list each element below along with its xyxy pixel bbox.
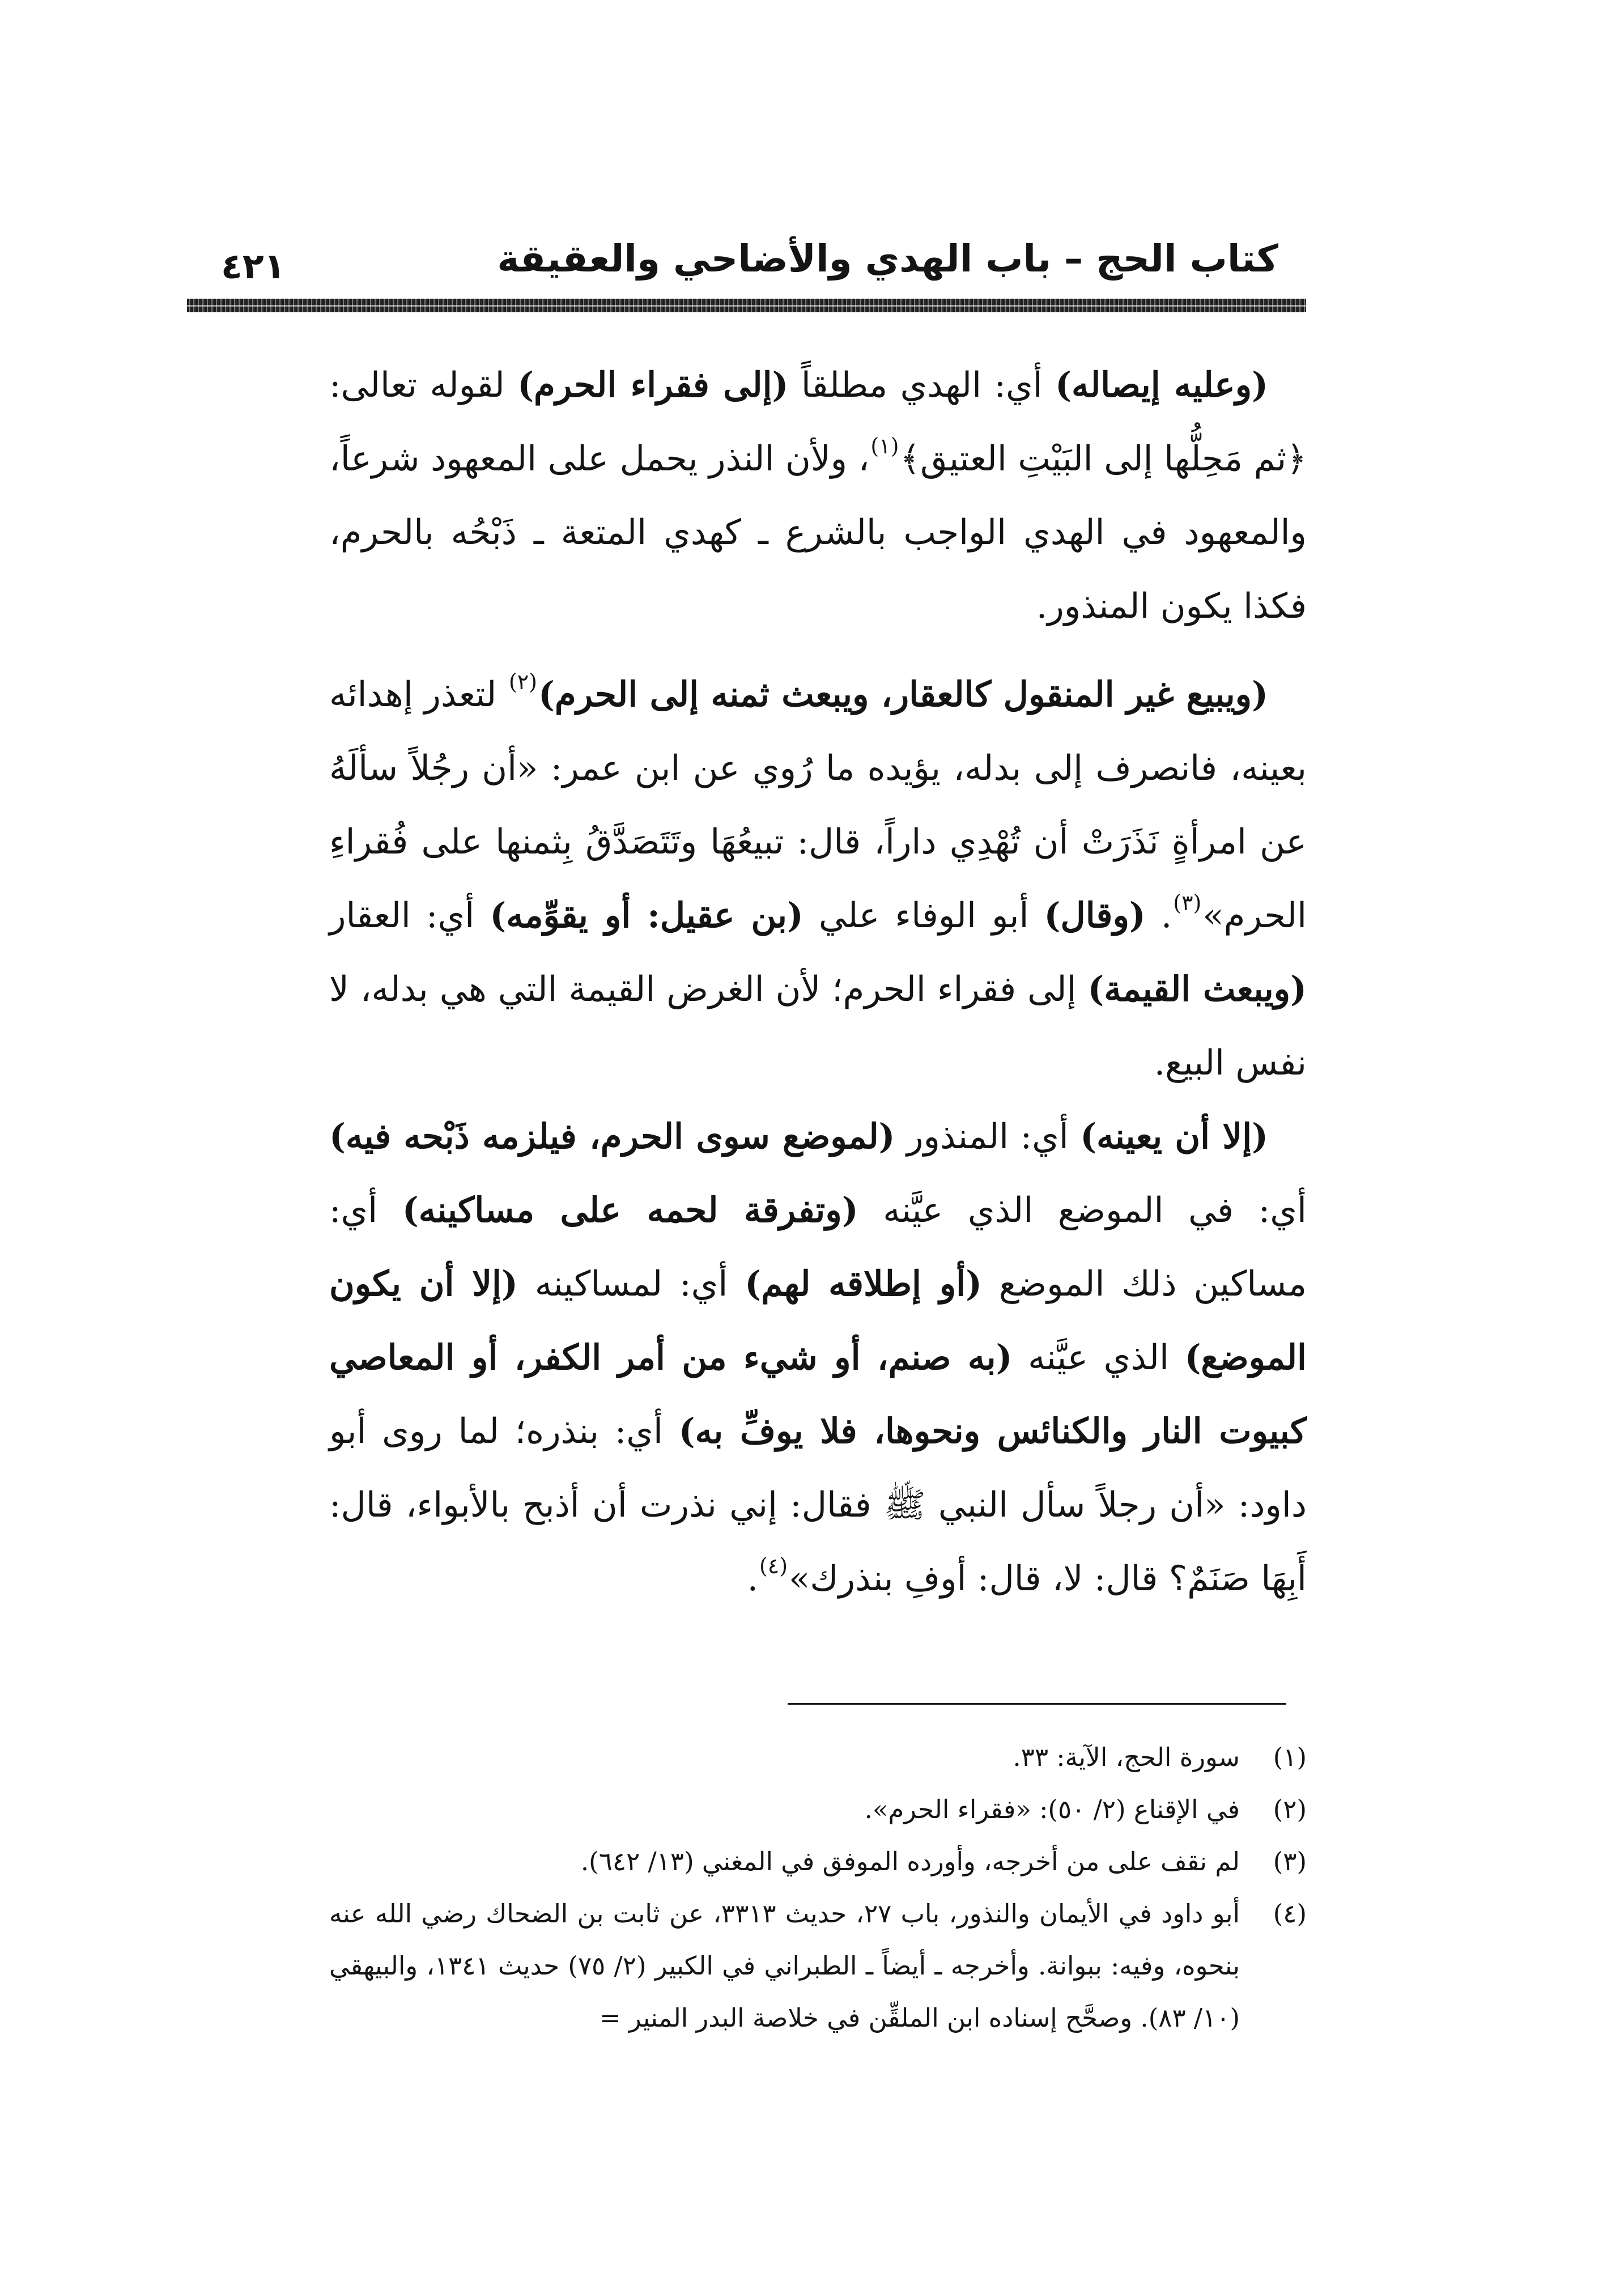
sharh-span: أي: المنذور [895, 1116, 1081, 1157]
matn-span: (إلى فقراء الحرم) [517, 365, 789, 405]
footnote-number: (٣) [1273, 1846, 1307, 1876]
matn-span: (وقال) [1044, 895, 1146, 936]
matn-span: (وعليه إيصاله) [1055, 365, 1269, 405]
footnote-ref-3[interactable]: (٣) [1173, 890, 1202, 915]
footnote-text: سورة الحج، الآية: ٣٣. [1013, 1742, 1240, 1772]
matn-span: (بن عقيل: أو يقوِّمه) [490, 895, 804, 936]
sharh-span: أي: في الموضع الذي عيَّنه [858, 1190, 1307, 1230]
sharh-span: لتعذر إهدائه بعينه، فانصرف إلى بدله، يؤيده ما رُوي عن ابن عمر: «أن رجُلاً سألَهُ عن امرأةٍ نَذَرَتْ أن تُهْدِي داراً، قال: تبيعُهَا وتَتَصَدَّقُ بِثمنها على فُقراءِ الحرم» [329, 674, 1307, 936]
header-rule [187, 299, 1306, 312]
running-title: كتاب الحج – باب الهدي والأضاحي والعقيقة [497, 237, 1278, 281]
sharh-span: إلى فقراء الحرم؛ لأن الغرض القيمة التي هي بدله، لا نفس البيع. [329, 969, 1307, 1083]
matn-span: (لموضع سوى الحرم، فيلزمه ذَبْحه فيه) [329, 1116, 895, 1157]
sharh-span: أي: الهدي مطلقاً [788, 365, 1056, 405]
sharh-span: أي: بنذره؛ لما روى أبو داود: «أن رجلاً سأل النبي ﷺ فقال: إني نذرت أن أذبح بالأبواء، قال: أَبِهَا صَنَمٌ؟ قال: لا، قال: أوفِ بنذرك» [329, 1411, 1307, 1599]
paragraph-1 [329, 349, 1307, 643]
footnote-3 [329, 1836, 1307, 1888]
paragraph-2 [329, 658, 1307, 1100]
footnote-text: لم نقف على من أخرجه، وأورده الموفق في المغني (١٣/ ٦٤٢). [580, 1846, 1240, 1876]
footnote-ref-1[interactable]: (١) [870, 434, 899, 458]
matn-span: (ويبعث القيمة) [1087, 969, 1307, 1009]
footnote-1 [329, 1731, 1307, 1784]
sharh-span: أي: العقار [329, 895, 490, 936]
sharh-span: لقوله تعالى: ﴿ثم مَحِلُّها إلى البَيْتِ العتيق﴾ [329, 365, 1307, 479]
footnote-number: (٤) [1273, 1899, 1307, 1929]
footnote-4 [329, 1888, 1307, 2044]
sharh-span: أي: مساكين ذلك الموضع [329, 1190, 1307, 1304]
body-text [329, 349, 1307, 1616]
sharh-span: . [1145, 895, 1172, 936]
footnotes [329, 1731, 1307, 2044]
footnote-number: (٢) [1273, 1794, 1307, 1824]
footnote-text: أبو داود في الأيمان والنذور، باب ٢٧، حديث ٣٣١٣، عن ثابت بن الضحاك رضي الله عنه بنحوه، وفيه: ببوانة. وأخرجه ـ أيضاً ـ الطبراني في الكبير (٢/ ٧٥) حديث ١٣٤١، والبيهقي (١٠/ ٨٣). وصحَّح إسناده ابن الملقِّن في خلاصة البدر المنير = [329, 1899, 1240, 2033]
sharh-span: أبو الوفاء علي [803, 895, 1044, 936]
matn-span: (أو إطلاقه لهم) [745, 1264, 982, 1304]
matn-span: (إلا أن يكون الموضع) [329, 1264, 1307, 1378]
footnote-2 [329, 1784, 1307, 1836]
sharh-span: ، ولأن النذر يحمل على المعهود شرعاً، والمعهود في الهدي الواجب بالشرع ـ كهدي المتعة ـ ذَبْحُه بالحرم، فكذا يكون المنذور. [329, 439, 1307, 626]
footnote-separator [788, 1703, 1286, 1705]
matn-span: (به صنم، أو شيء من أمر الكفر، أو المعاصي كبيوت النار والكنائس ونحوها، فلا يوفِّ به) [329, 1337, 1307, 1451]
sharh-span: أي: لمساكينه [517, 1264, 745, 1304]
footnote-text: في الإقناع (٢/ ٥٠): «فقراء الحرم». [864, 1794, 1240, 1824]
page-number: ٤٢١ [221, 245, 286, 287]
footnote-ref-2[interactable]: (٢) [508, 669, 537, 694]
footnote-number: (١) [1273, 1742, 1307, 1772]
matn-span: (إلا أن يعينه) [1080, 1116, 1269, 1157]
sharh-span: الذي عيَّنه [1012, 1337, 1185, 1378]
paragraph-3 [329, 1100, 1307, 1616]
matn-span: (ويبيع غير المنقول كالعقار، ويبعث ثمنه إلى الحرم) [538, 674, 1268, 715]
footnote-ref-4[interactable]: (٤) [759, 1553, 788, 1578]
matn-span: (وتفرقة لحمه على مساكينه) [402, 1190, 858, 1230]
sharh-span: . [747, 1559, 758, 1599]
